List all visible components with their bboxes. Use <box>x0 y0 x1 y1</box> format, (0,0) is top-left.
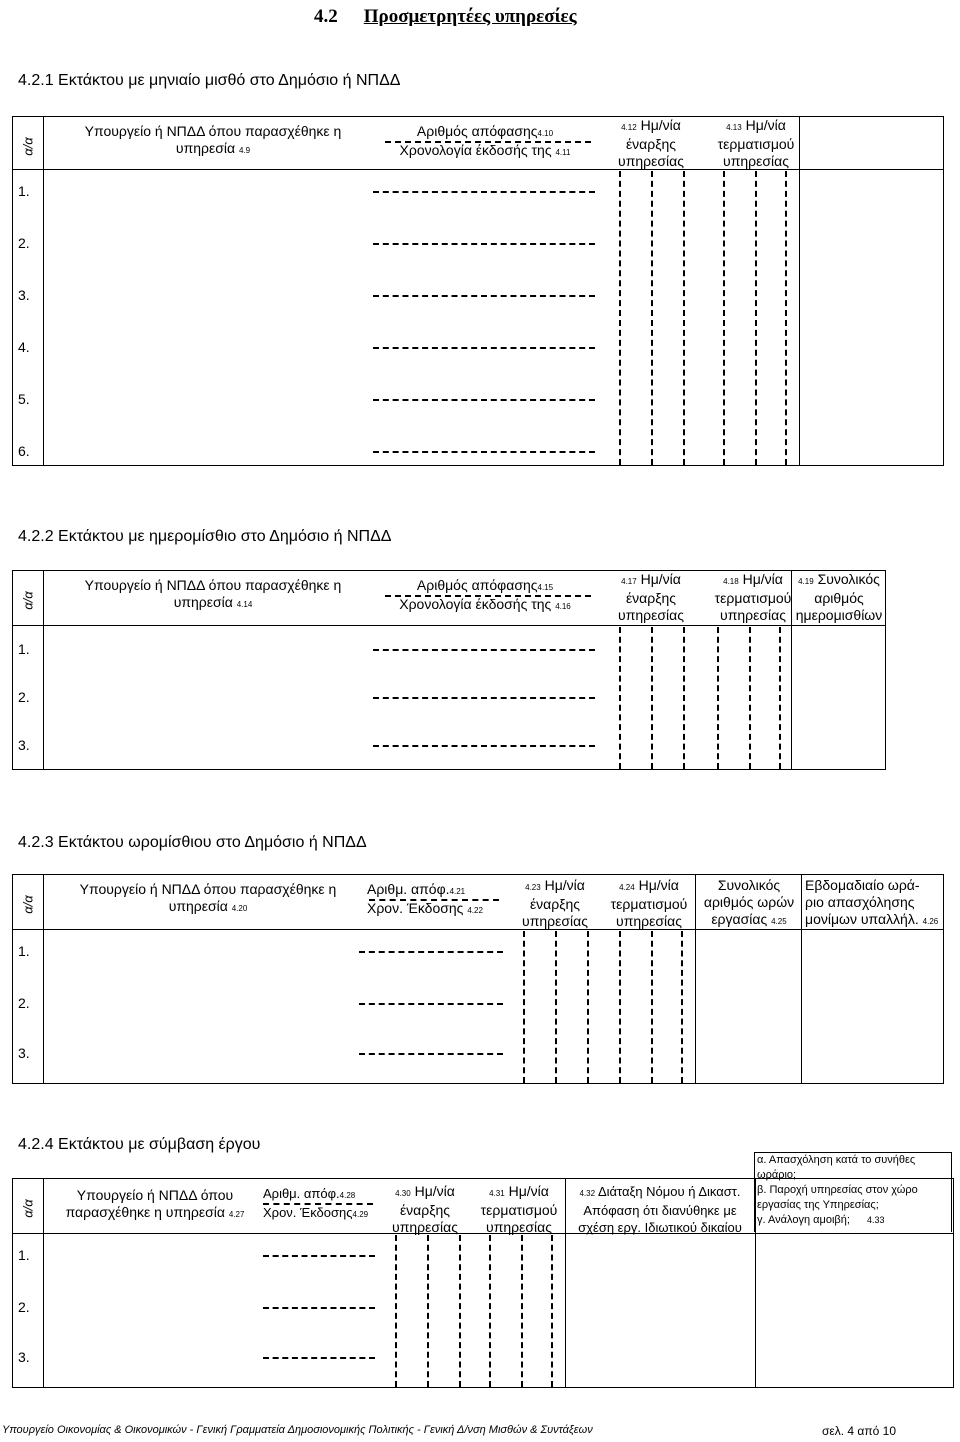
header-decision: Αριθμός απόφασης4.15 Χρονολογία έκδοσής της 4.16 <box>399 577 571 612</box>
header-law-provision: 4.32 Διάταξη Νόμου ή Δικαστ. Απόφαση ότι διανύθηκε με σχέση εργ. Ιδιωτικού δικαίου <box>578 1184 742 1235</box>
header-ministry: Υπουργείο ή ΝΠΔΔ όπου παρασχέθηκε η υπηρεσία 4.9 <box>84 123 342 156</box>
entry-line[interactable] <box>373 191 595 193</box>
section-heading-423: 4.2.3 Εκτάκτου ωρομίσθιου στο Δημόσιο ή ΝΠΔΔ <box>18 834 367 851</box>
row-label: 1. <box>18 1247 30 1263</box>
aa-label: α/α <box>20 1199 36 1218</box>
header-weekly-hours: Εβδομαδιαίο ωρά- ριο απασχόλησης μονίμων υπαλλήλ. 4.26 <box>805 877 939 927</box>
date-field-divider <box>619 627 621 769</box>
header-end-date: 4.31 Ημ/νία τερματισμού υπηρεσίας <box>480 1183 558 1235</box>
date-field-divider <box>555 931 557 1083</box>
row-label: 3. <box>18 1349 30 1365</box>
table-423 <box>12 874 944 1084</box>
entry-line[interactable] <box>359 1003 503 1005</box>
date-field-divider <box>521 1235 523 1387</box>
header-start-date: 4.30 Ημ/νία έναρξης υπηρεσίας <box>392 1183 458 1235</box>
row-label: 3. <box>18 287 30 303</box>
date-field-divider <box>755 171 757 465</box>
header-total-hours: Συνολικός αριθμός ωρών εργασίας 4.25 <box>703 877 795 927</box>
date-field-divider <box>651 171 653 465</box>
date-field-divider <box>681 931 683 1083</box>
row-label: 2. <box>18 1299 30 1315</box>
date-field-divider <box>489 1235 491 1387</box>
entry-line[interactable] <box>263 1255 375 1257</box>
header-decision: Αριθμός απόφασης4.10 Χρονολογία έκδοσής της 4.11 <box>399 123 571 158</box>
header-ministry: Υπουργείο ή ΝΠΔΔ όπου παρασχέθηκε η υπηρεσία 4.27 <box>65 1187 245 1220</box>
entry-line[interactable] <box>373 295 595 297</box>
column-divider <box>565 1179 566 1387</box>
header-divider <box>385 595 591 597</box>
date-field-divider <box>587 931 589 1083</box>
header-ministry: Υπουργείο ή ΝΠΔΔ όπου παρασχέθηκε η υπηρεσία 4.14 <box>84 577 342 610</box>
date-field-divider <box>717 627 719 769</box>
date-field-divider <box>779 627 781 769</box>
row-label: 6. <box>18 443 30 459</box>
table-421 <box>12 116 944 466</box>
date-field-divider <box>427 1235 429 1387</box>
header-criteria: α. Απασχόληση κατά το συνήθες ωράριο; β. Παροχή υπηρεσίας στον χώρο εργασίας της Υπηρεσίας; γ. Ανάλογη αμοιβή; 4.33 <box>754 1152 952 1232</box>
section-heading-421: 4.2.1 Εκτάκτου με μηνιαίο μισθό στο Δημόσιο ή ΝΠΔΔ <box>18 72 401 89</box>
header-decision: Αριθμ. απόφ.4.28 Χρον. Έκδοσης4.29 <box>263 1186 369 1220</box>
entry-line[interactable] <box>359 1053 503 1055</box>
date-field-divider <box>683 171 685 465</box>
footer-text: Υπουργείο Οικονομίας & Οικονομικών - Γενική Γραμματεία Δημοσιονομικής Πολιτικής - Γενική Δ/νση Μισθών & Συντάξεων <box>2 1424 593 1436</box>
row-label: 3. <box>18 737 30 753</box>
header-divider <box>385 141 591 143</box>
column-divider <box>799 117 800 465</box>
row-label: 3. <box>18 1045 30 1061</box>
header-ministry: Υπουργείο ή ΝΠΔΔ όπου παρασχέθηκε η υπηρεσία 4.20 <box>79 881 337 914</box>
entry-line[interactable] <box>263 1357 375 1359</box>
header-start-date: 4.23 Ημ/νία έναρξης υπηρεσίας <box>522 877 588 929</box>
date-field-divider <box>619 171 621 465</box>
row-label: 2. <box>18 235 30 251</box>
date-field-divider <box>651 627 653 769</box>
date-field-divider <box>523 931 525 1083</box>
entry-line[interactable] <box>373 399 595 401</box>
date-field-divider <box>683 627 685 769</box>
header-divider <box>369 899 499 901</box>
row-label: 1. <box>18 641 30 657</box>
row-label: 5. <box>18 391 30 407</box>
header-end-date: 4.13 Ημ/νία τερματισμού υπηρεσίας <box>717 117 795 169</box>
section-heading-424: 4.2.4 Εκτάκτου με σύμβαση έργου <box>18 1136 261 1153</box>
aa-label: α/α <box>20 591 36 610</box>
date-field-divider <box>395 1235 397 1387</box>
header-total-days: 4.19 Συνολικός αριθμός ημερομισθίων <box>795 571 883 623</box>
aa-label: α/α <box>20 137 36 156</box>
header-start-date: 4.17 Ημ/νία έναρξης υπηρεσίας <box>618 571 684 623</box>
date-field-divider <box>551 1235 553 1387</box>
row-label: 1. <box>18 183 30 199</box>
entry-line[interactable] <box>359 951 503 953</box>
column-divider <box>695 875 696 1083</box>
entry-line[interactable] <box>373 745 595 747</box>
section-heading-422: 4.2.2 Εκτάκτου με ημερομίσθιο στο Δημόσιο ή ΝΠΔΔ <box>18 528 392 545</box>
row-label: 2. <box>18 995 30 1011</box>
header-end-date: 4.18 Ημ/νία τερματισμού υπηρεσίας <box>714 571 792 623</box>
date-field-divider <box>651 931 653 1083</box>
date-field-divider <box>723 171 725 465</box>
page-number: σελ. 4 από 10 <box>822 1424 897 1438</box>
entry-line[interactable] <box>373 649 595 651</box>
date-field-divider <box>749 627 751 769</box>
aa-label: α/α <box>20 895 36 914</box>
column-divider <box>801 875 802 1083</box>
entry-line[interactable] <box>373 697 595 699</box>
entry-line[interactable] <box>373 243 595 245</box>
header-divider <box>263 1203 373 1205</box>
entry-line[interactable] <box>373 347 595 349</box>
title-text: Προσμετρητέες υπηρεσίες <box>363 6 577 27</box>
column-divider <box>791 571 792 769</box>
date-field-divider <box>459 1235 461 1387</box>
row-label: 4. <box>18 339 30 355</box>
table-422 <box>12 570 886 770</box>
date-field-divider <box>785 171 787 465</box>
row-label: 2. <box>18 689 30 705</box>
row-label: 1. <box>18 943 30 959</box>
header-end-date: 4.24 Ημ/νία τερματισμού υπηρεσίας <box>610 877 688 929</box>
date-field-divider <box>619 931 621 1083</box>
header-start-date: 4.12 Ημ/νία έναρξης υπηρεσίας <box>618 117 684 169</box>
header-decision: Αριθμ. απόφ.4.21 Χρον. Έκδοσης 4.22 <box>367 881 483 916</box>
page-title <box>314 6 577 28</box>
entry-line[interactable] <box>373 451 595 453</box>
title-number: 4.2 <box>314 6 338 27</box>
entry-line[interactable] <box>263 1307 375 1309</box>
